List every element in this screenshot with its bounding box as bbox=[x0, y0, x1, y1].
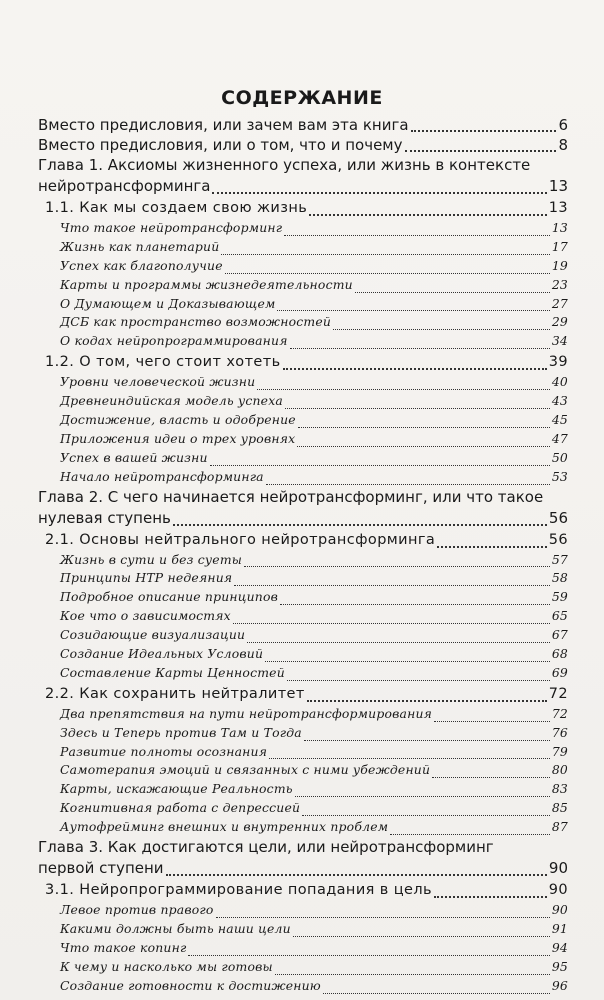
toc-subentry bbox=[38, 238, 568, 257]
leader-dots bbox=[405, 150, 557, 152]
toc-entry-title: Жизнь в сути и без суеты bbox=[60, 551, 243, 567]
toc-entry bbox=[38, 175, 568, 197]
toc-entry-page: 91 bbox=[551, 920, 568, 936]
toc-entry-page: 59 bbox=[551, 589, 568, 605]
chapter-heading: Глава 1. Аксиомы жизненного успеха, или жизнь в контексте bbox=[38, 156, 531, 174]
toc-subentry bbox=[38, 939, 568, 958]
toc-entry-page: 29 bbox=[551, 314, 568, 330]
leader-dots bbox=[188, 955, 549, 956]
leader-dots bbox=[333, 329, 550, 330]
toc-entry bbox=[38, 507, 568, 529]
toc-subentry bbox=[38, 588, 568, 607]
toc-subentry bbox=[38, 799, 568, 818]
toc-entry-page: 79 bbox=[551, 743, 568, 759]
toc-subentry bbox=[38, 295, 568, 314]
toc-entry-title: 1.1. Как мы создаем свою жизнь bbox=[45, 200, 308, 216]
leader-dots bbox=[290, 348, 550, 349]
leader-dots bbox=[434, 896, 547, 898]
toc-entry-page: 67 bbox=[551, 627, 568, 643]
leader-dots bbox=[302, 815, 550, 816]
chapter-heading: Глава 3. Как достигаются цели, или нейротрансформинг bbox=[38, 838, 494, 857]
leader-dots bbox=[434, 721, 550, 722]
toc-subentry bbox=[38, 818, 568, 837]
toc-entry-page: 90 bbox=[548, 859, 568, 878]
leader-dots bbox=[216, 917, 550, 918]
toc-entry-page: 23 bbox=[551, 276, 568, 292]
toc-entry bbox=[38, 115, 568, 135]
toc-entry-page: 13 bbox=[548, 200, 568, 216]
toc-subentry bbox=[38, 724, 568, 743]
toc-subentry bbox=[38, 332, 568, 351]
toc-entry-page: 6 bbox=[558, 116, 568, 134]
toc-entry-title: Что такое нейротрансформинг bbox=[60, 219, 283, 235]
toc-entry-title: К чему и насколько мы готовы bbox=[60, 958, 273, 974]
toc-entry-page: 50 bbox=[551, 449, 568, 465]
toc-entry-page: 69 bbox=[551, 664, 568, 680]
toc-entry-page: 27 bbox=[551, 295, 568, 311]
toc-subentry bbox=[38, 664, 568, 683]
leader-dots bbox=[287, 680, 550, 681]
leader-dots bbox=[269, 758, 550, 759]
leader-dots bbox=[432, 777, 550, 778]
toc-entry-page: 76 bbox=[551, 724, 568, 740]
toc-entry-title: Достижение, власть и одобрение bbox=[60, 412, 296, 427]
toc-entry-page: 94 bbox=[551, 939, 568, 955]
toc-subentry bbox=[38, 901, 568, 920]
toc-entry-title: Созидающие визуализации bbox=[60, 627, 246, 643]
toc-subentry bbox=[38, 780, 568, 799]
toc-entry-title: Развитие полноты осознания bbox=[60, 743, 268, 759]
toc-entry-page: 90 bbox=[551, 902, 568, 918]
toc-entry-page: 68 bbox=[551, 646, 568, 662]
toc-entry-title: Карты и программы жизнедеятельности bbox=[60, 276, 353, 292]
leader-dots bbox=[277, 310, 549, 311]
toc-subentry bbox=[38, 219, 568, 238]
toc-entry-page: 58 bbox=[551, 570, 568, 586]
toc-entry-title: Составление Карты Ценностей bbox=[60, 664, 285, 680]
toc-subentry bbox=[38, 276, 568, 295]
toc-subentry bbox=[38, 257, 568, 276]
toc-entry-page: 87 bbox=[551, 819, 568, 835]
toc-entry-page: 65 bbox=[551, 608, 568, 624]
toc-entry-page: 90 bbox=[548, 882, 568, 899]
toc-subentry bbox=[38, 761, 568, 780]
leader-dots bbox=[293, 936, 550, 937]
toc-entry-page: 47 bbox=[551, 430, 568, 446]
toc-entry-title: Кое что о зависимостях bbox=[60, 608, 231, 624]
toc-entry-title: нейротрансформинга bbox=[38, 177, 211, 195]
toc-entry-page: 95 bbox=[551, 958, 568, 974]
toc-entry-title: Подробное описание принципов bbox=[60, 589, 279, 605]
toc-entry-title: Два препятствия на пути нейротрансформирования bbox=[60, 705, 433, 721]
toc-entry-page: 13 bbox=[548, 177, 568, 195]
toc-entry-title: Здесь и Теперь против Там и Тогда bbox=[60, 724, 302, 740]
toc-section bbox=[38, 879, 568, 901]
leader-dots bbox=[390, 834, 550, 835]
toc-subentry bbox=[38, 705, 568, 724]
leader-dots bbox=[295, 796, 550, 797]
toc-entry-title: 2.1. Основы нейтрального нейротрансформинга bbox=[45, 531, 436, 548]
toc-entry-title: 3.1. Нейропрограммирование попадания в цель bbox=[45, 882, 432, 899]
toc-entry-page: 56 bbox=[548, 531, 568, 548]
toc-entry-title: 2.2. Как сохранить нейтралитет bbox=[45, 685, 305, 702]
toc-entry-title: Вместо предисловия, или о том, что и почему bbox=[38, 136, 403, 154]
leader-dots bbox=[298, 427, 550, 428]
toc-entry-page: 57 bbox=[551, 551, 568, 567]
toc-subentry bbox=[38, 449, 568, 468]
toc-entry-page: 19 bbox=[551, 257, 568, 273]
toc-entry-title: Уровни человеческой жизни bbox=[60, 374, 256, 390]
toc-entry-title: Успех в вашей жизни bbox=[60, 449, 208, 465]
toc-entry-page: 96 bbox=[551, 977, 568, 993]
toc-subentry bbox=[38, 977, 568, 996]
leader-dots bbox=[233, 623, 550, 624]
toc-subentry bbox=[38, 958, 568, 977]
toc-entry-title: Жизнь как планетарий bbox=[60, 238, 220, 254]
toc-entry-title: ДСБ как пространство возможностей bbox=[60, 314, 332, 330]
toc-subentry bbox=[38, 373, 568, 392]
leader-dots bbox=[212, 192, 546, 194]
toc-entry-page: 56 bbox=[548, 508, 568, 527]
leader-dots bbox=[225, 273, 550, 274]
toc-entry-title: Вместо предисловия, или зачем вам эта книга bbox=[38, 116, 409, 134]
toc-entry-title: О кодах нейропрограммирования bbox=[60, 333, 288, 349]
toc-subentry bbox=[38, 920, 568, 939]
leader-dots bbox=[221, 254, 549, 255]
toc-entry-title: первой ступени bbox=[38, 859, 164, 878]
page-title: СОДЕРЖАНИЕ bbox=[221, 87, 383, 109]
toc-entry-title: Что такое копинг bbox=[60, 939, 187, 955]
toc-subentry bbox=[38, 626, 568, 645]
toc-entry-title: Принципы НТР недеяния bbox=[60, 570, 233, 586]
toc-entry-title: Приложения идеи о трех уровнях bbox=[60, 430, 296, 446]
toc-entry-page: 34 bbox=[551, 333, 568, 349]
toc-subentry bbox=[38, 392, 568, 411]
leader-dots bbox=[309, 214, 547, 216]
toc-entry-page: 83 bbox=[551, 781, 568, 797]
leader-dots bbox=[297, 446, 549, 447]
toc-section bbox=[38, 529, 568, 551]
toc-entry-title: Начало нейротрансформинга bbox=[60, 468, 264, 484]
leader-dots bbox=[275, 974, 550, 975]
chapter-heading: Глава 2. С чего начинается нейротрансформинг, или что такое bbox=[38, 487, 544, 506]
toc-entry-title: Создание Идеальных Условий bbox=[60, 646, 264, 662]
toc-subentry bbox=[38, 313, 568, 332]
toc-section bbox=[38, 351, 568, 373]
toc-subentry bbox=[38, 743, 568, 762]
toc-entry-title: Левое против правого bbox=[60, 902, 214, 918]
leader-dots bbox=[304, 740, 550, 741]
leader-dots bbox=[265, 661, 550, 662]
leader-dots bbox=[284, 235, 550, 236]
toc-entry-page: 80 bbox=[551, 762, 568, 778]
leader-dots bbox=[280, 604, 550, 605]
toc-entry-page: 85 bbox=[551, 800, 568, 816]
toc-entry-title: Самотерапия эмоций и связанных с ними убеждений bbox=[60, 762, 431, 778]
leader-dots bbox=[173, 524, 547, 526]
leader-dots bbox=[437, 546, 547, 548]
leader-dots bbox=[234, 585, 550, 586]
leader-dots bbox=[283, 368, 547, 370]
toc-entry-page: 45 bbox=[551, 412, 568, 427]
leader-dots bbox=[166, 874, 547, 876]
toc-entry-page: 39 bbox=[548, 354, 568, 371]
toc-entry bbox=[38, 135, 568, 155]
toc-subentry bbox=[38, 551, 568, 570]
toc-entry-title: Какими должны быть наши цели bbox=[60, 920, 291, 936]
toc-entry-page: 72 bbox=[551, 705, 568, 721]
toc-subentry bbox=[38, 607, 568, 626]
toc-subentry bbox=[38, 468, 568, 487]
leader-dots bbox=[257, 389, 550, 390]
leader-dots bbox=[210, 465, 550, 466]
leader-dots bbox=[266, 484, 550, 485]
toc-entry-title: 1.2. О том, чего стоит хотеть bbox=[45, 354, 281, 371]
leader-dots bbox=[411, 130, 557, 132]
toc-entry-title: О Думающем и Доказывающем bbox=[60, 295, 276, 311]
toc-subentry bbox=[38, 569, 568, 588]
leader-dots bbox=[285, 408, 550, 409]
toc-entry-page: 17 bbox=[551, 238, 568, 254]
toc-entry-title: Когнитивная работа с депрессией bbox=[60, 800, 301, 816]
leader-dots bbox=[355, 292, 550, 293]
toc-entry-title: Успех как благополучие bbox=[60, 257, 223, 273]
toc-entry-page: 72 bbox=[548, 685, 568, 702]
toc-entry-page: 40 bbox=[551, 374, 568, 390]
toc-subentry bbox=[38, 645, 568, 664]
toc-entry-page: 43 bbox=[551, 393, 568, 409]
toc-section bbox=[38, 197, 568, 219]
toc-subentry bbox=[38, 411, 568, 430]
leader-dots bbox=[244, 566, 550, 567]
toc-entry-title: Аутофрейминг внешних и внутренних проблем bbox=[60, 819, 389, 835]
toc-section bbox=[38, 683, 568, 705]
toc-entry-title: Карты, искажающие Реальность bbox=[60, 781, 293, 797]
toc-entry-page: 53 bbox=[551, 468, 568, 484]
toc-entry-title: Древнеиндийская модель успеха bbox=[60, 393, 283, 409]
toc-entry-title: Создание готовности к достижению bbox=[60, 977, 321, 993]
table-of-contents bbox=[38, 115, 568, 996]
toc-entry bbox=[38, 857, 568, 879]
toc-entry-page: 13 bbox=[551, 219, 568, 235]
toc-subentry bbox=[38, 430, 568, 449]
leader-dots bbox=[307, 700, 547, 702]
leader-dots bbox=[323, 993, 550, 994]
toc-entry-page: 8 bbox=[558, 136, 568, 154]
leader-dots bbox=[247, 642, 550, 643]
toc-entry-title: нулевая ступень bbox=[38, 508, 171, 527]
